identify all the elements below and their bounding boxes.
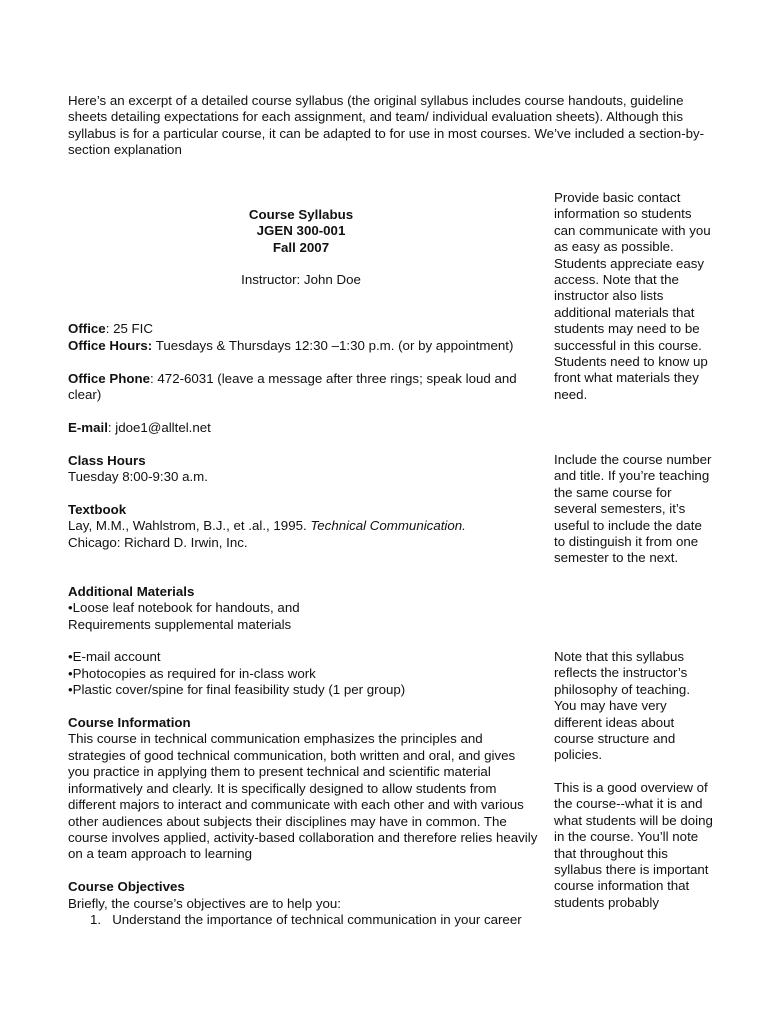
syllabus-title: Course Syllabus xyxy=(248,207,354,222)
office-label: Office xyxy=(68,321,106,337)
course-information-text: This course in technical communication emphasizes the principles and strategies of good technical communication, both written and oral, and gives you practice in applying them to present technical and scientific material informatively and clearly. It is specifically designed to allow students from different majors to interact and communicate with each other and with various other audiences about subjects their disciplines may have in common. The course involves applied, activity-based collaboration and therefore relies heavily on a team approach to learning xyxy=(68,731,538,862)
email-value: : jdoe1@alltel.net xyxy=(107,419,211,435)
office-hours-value: Tuesdays & Thursdays 12:30 –1:30 p.m. (or by appointment) xyxy=(152,337,514,353)
course-objectives-heading: Course Objectives xyxy=(68,879,185,895)
course-code: JGEN 300-001 xyxy=(256,223,346,239)
syllabus-header xyxy=(66,207,536,256)
office-phone-line xyxy=(68,371,538,404)
sidenote-contact: Provide basic contact information so students can communicate with you as easy as possible. Students appreciate easy access. Note that the instructor also lists additional materials that students may need to be successful in this course. Students need to know up front what materials they need. xyxy=(554,190,711,402)
syllabus-main-column xyxy=(68,207,538,928)
objective-number: 1. xyxy=(90,911,102,927)
email-label: E-mail xyxy=(68,419,108,435)
office-line xyxy=(68,321,538,337)
materials-item: •Plastic cover/spine for final feasibility study (1 per group) xyxy=(68,682,406,698)
textbook-publisher: Chicago: Richard D. Irwin, Inc. xyxy=(68,534,248,550)
textbook-title: Technical Communication. xyxy=(310,518,466,534)
materials-item: Requirements supplemental materials xyxy=(68,616,292,632)
objective-text: Understand the importance of technical communication in your career xyxy=(112,911,522,927)
office-hours-line xyxy=(68,338,538,354)
intro-paragraph: Here’s an excerpt of a detailed course syllabus (the original syllabus includes course handouts, guideline sheets detailing expectations for each assignment, and team/ individual evaluation sheets). Although this syllabus is for a particular course, it can be adapted to for use in most courses. We’ve included a section-by-section explanation xyxy=(68,93,705,158)
instructor-name: Instructor: John Doe xyxy=(241,272,361,288)
objective-item xyxy=(90,912,538,928)
office-value: : 25 FIC xyxy=(105,321,153,337)
materials-item: •E-mail account xyxy=(68,649,161,665)
textbook-citation: Lay, M.M., Wahlstrom, B.J., et .al., 1995. Technical Communication. xyxy=(68,518,466,534)
class-hours-heading: Class Hours xyxy=(68,452,146,468)
materials-heading: Additional Materials xyxy=(68,583,195,599)
materials-item: •Loose leaf notebook for handouts, and xyxy=(68,600,300,616)
sidenote-philosophy: Note that this syllabus reflects the instructor’s philosophy of teaching. You may have very different ideas about course structure and policies. xyxy=(554,649,691,763)
textbook-heading: Textbook xyxy=(68,501,127,517)
email-line xyxy=(68,420,538,436)
course-term: Fall 2007 xyxy=(272,239,330,255)
course-information-heading: Course Information xyxy=(68,715,191,731)
office-hours-label: Office Hours: xyxy=(68,337,153,353)
sidenote-overview: This is a good overview of the course--what it is and what students will be doing in the course. You’ll note that throughout this syllabus there is important course information that students probably xyxy=(554,780,713,910)
class-hours-value: Tuesday 8:00-9:30 a.m. xyxy=(68,469,208,485)
course-objectives-intro: Briefly, the course’s objectives are to help you: xyxy=(68,895,341,911)
office-phone-label: Office Phone xyxy=(68,370,151,386)
office-phone-value: : 472-6031 (leave a message after three rings; speak loud and clear) xyxy=(68,370,517,403)
materials-item: •Photocopies as required for in-class work xyxy=(68,665,316,681)
sidenote-course-number: Include the course number and title. If you’re teaching the same course for several semesters, it’s useful to include the date to distinguish it from one semester to the next. xyxy=(554,452,712,566)
